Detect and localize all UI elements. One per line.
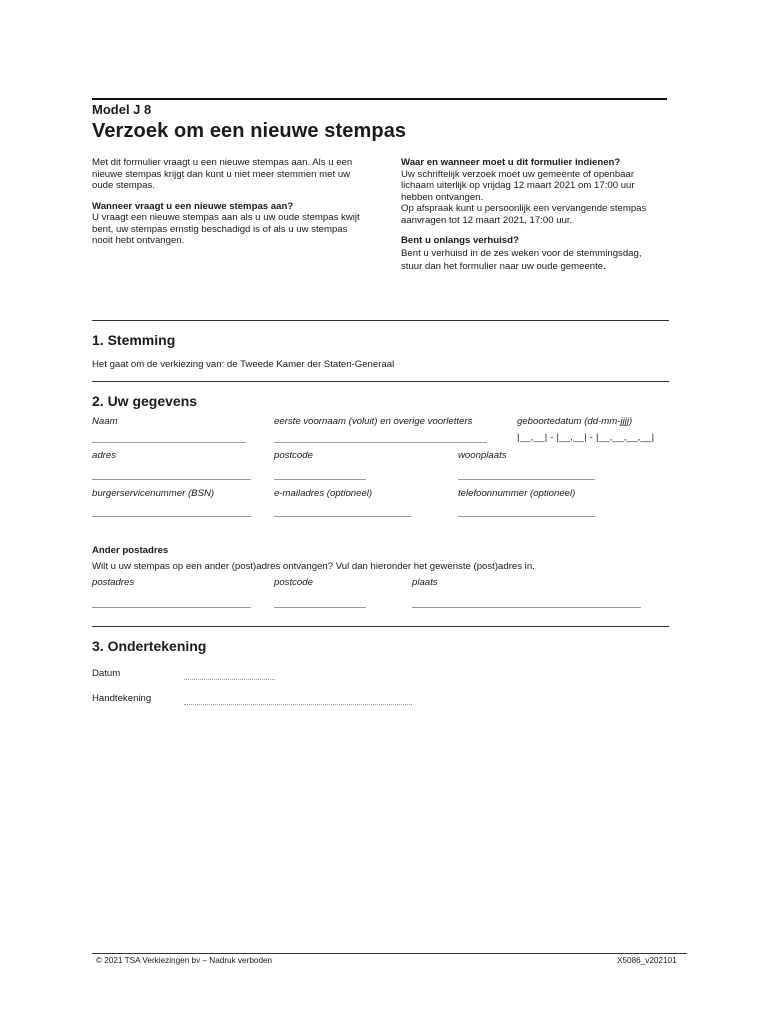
election-text: Het gaat om de verkiezing van: de Tweede Kamer der Staten-Generaal <box>92 359 395 370</box>
postadres-plaats-field[interactable] <box>412 607 641 608</box>
postcode-label: postcode <box>274 450 313 461</box>
intro-left-column <box>92 157 364 247</box>
datum-label: Datum <box>92 668 121 679</box>
adres-label: adres <box>92 450 116 461</box>
section-divider <box>92 626 669 627</box>
intro-paragraph: Met dit formulier vraagt u een nieuwe stempas aan. Als u een nieuwe stempas krijgt dan kunt u niet meer stemmen met uw oude stempas. <box>92 157 353 191</box>
handtekening-field[interactable] <box>184 704 412 705</box>
bsn-label: burgerservicenummer (BSN) <box>92 488 215 499</box>
woonplaats-field[interactable] <box>458 479 595 480</box>
datum-field[interactable] <box>184 679 275 680</box>
ander-postadres-heading: Ander postadres <box>92 545 169 556</box>
section-divider <box>92 381 669 382</box>
where-text-2: Op afspraak kunt u persoonlijk een vervangende stempas aanvragen tot 12 maart 2021, 17:00 uur. <box>401 203 647 226</box>
model-number: Model J 8 <box>92 102 152 117</box>
naam-label: Naam <box>92 416 118 427</box>
top-rule <box>92 98 667 100</box>
footer-copyright: © 2021 TSA Verkiezingen bv – Nadruk verboden <box>96 956 273 965</box>
when-heading: Wanneer vraagt u een nieuwe stempas aan? <box>92 200 294 212</box>
email-label: e-mailadres (optioneel) <box>274 488 373 499</box>
ander-postadres-question: Wilt u uw stempas op een ander (post)adres ontvangen? Vul dan hieronder het gewenste (post)adres in. <box>92 561 535 572</box>
section-1-title: 1. Stemming <box>92 332 176 348</box>
geboortedatum-field[interactable]: |__,__| - |__,__| - |__,__,__,__| <box>517 432 655 443</box>
postadres-field[interactable] <box>92 607 251 608</box>
intro-right-column <box>401 157 659 274</box>
postadres-plaats-label: plaats <box>412 577 438 588</box>
where-heading: Waar en wanneer moet u dit formulier indienen? <box>401 157 621 168</box>
email-field[interactable] <box>274 516 411 517</box>
naam-field[interactable] <box>92 442 246 443</box>
bsn-field[interactable] <box>92 516 251 517</box>
voornaam-label: eerste voornaam (voluit) en overige voorletters <box>274 416 473 427</box>
moved-text: Bent u verhuisd in de zes weken voor de stemmingsdag, stuur dan het formulier naar uw oude gemeente. <box>401 247 642 272</box>
postadres-postcode-label: postcode <box>274 577 313 588</box>
handtekening-label: Handtekening <box>92 693 152 704</box>
geboortedatum-label: geboortedatum (dd-mm-jjjj) <box>517 416 633 427</box>
postcode-field[interactable] <box>274 479 366 480</box>
section-2-title: 2. Uw gegevens <box>92 393 198 409</box>
postadres-label: postadres <box>92 577 135 588</box>
page-title: Verzoek om een nieuwe stempas <box>92 120 407 142</box>
voornaam-field[interactable] <box>274 442 487 443</box>
telefoon-field[interactable] <box>458 516 595 517</box>
section-divider <box>92 320 669 321</box>
postadres-postcode-field[interactable] <box>274 607 366 608</box>
when-text: U vraagt een nieuwe stempas aan als u uw oude stempas kwijt bent, uw stempas ernstig beschadigd is of als u uw stempas nooit hebt ontvangen. <box>92 212 360 246</box>
footer-rule <box>92 953 687 954</box>
woonplaats-label: woonplaats <box>458 450 507 461</box>
where-text-1: Uw schriftelijk verzoek moet uw gemeente of openbaar lichaam uiterlijk op vrijdag 12 maart 2021 om 17:00 uur hebben ontvangen. <box>401 168 635 203</box>
adres-field[interactable] <box>92 479 251 480</box>
footer-form-code: X5086_v202101 <box>617 956 677 965</box>
telefoon-label: telefoonnummer (optioneel) <box>458 488 576 499</box>
section-3-title: 3. Ondertekening <box>92 638 207 654</box>
moved-heading: Bent u onlangs verhuisd? <box>401 235 519 246</box>
